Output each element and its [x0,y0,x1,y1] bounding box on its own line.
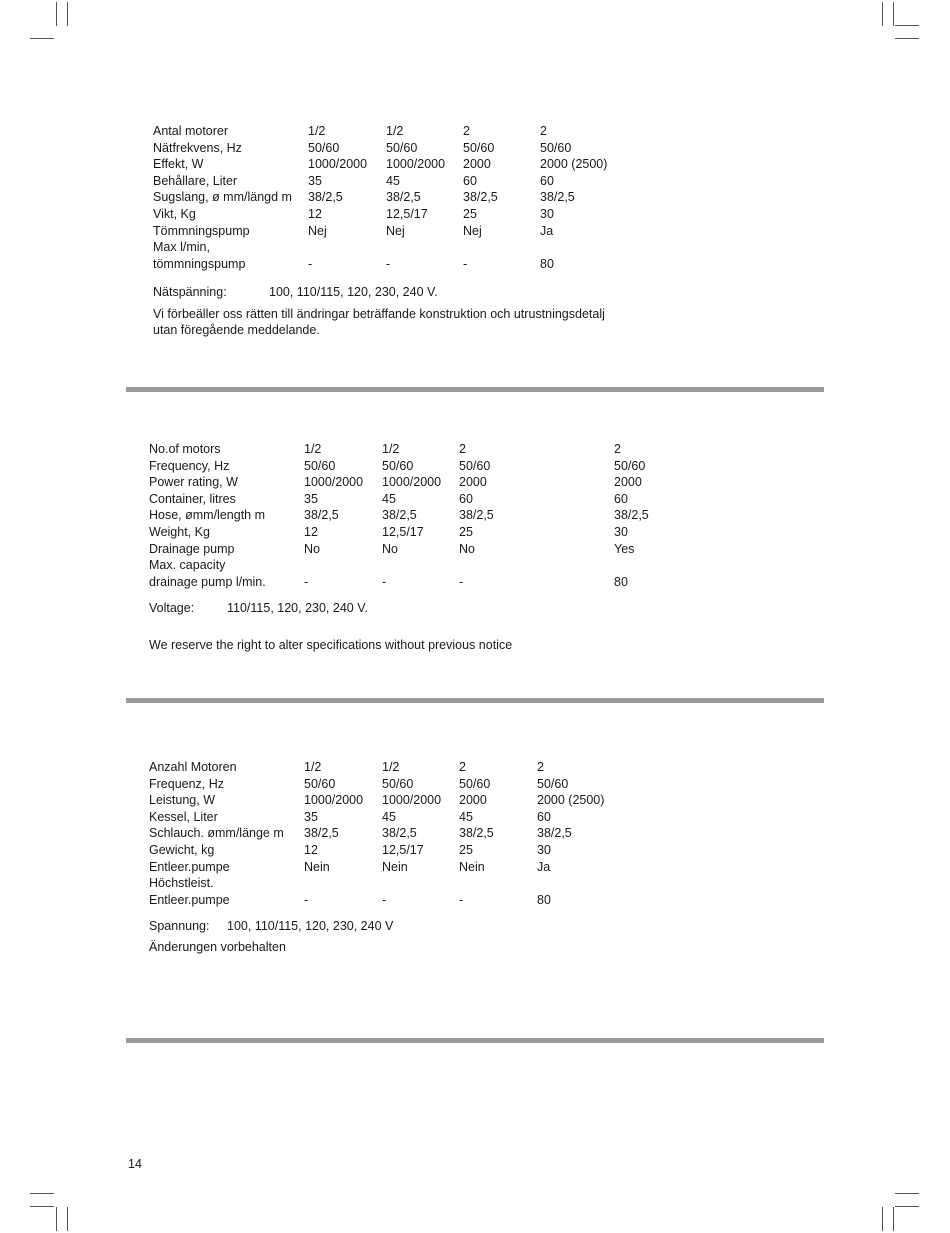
row-value: 30 [540,206,554,221]
table-row [153,190,673,207]
swedish-note-line2: utan föregående meddelande. [153,323,320,337]
table-row [153,224,673,241]
row-value: - [459,892,464,907]
row-label: Leistung, W [149,793,216,808]
row-label: Tömmningspump [153,223,250,238]
row-value: No [382,541,398,556]
table-row [149,777,669,794]
row-label: Kessel, Liter [149,809,218,824]
page-number: 14 [128,1157,142,1171]
row-value: - [304,574,309,589]
german-note: Änderungen vorbehalten [149,940,286,954]
row-label: Anzahl Motoren [149,760,237,774]
row-value: No [304,541,320,556]
swedish-voltage-label: Nätspänning: [153,285,227,299]
row-value: 60 [537,809,551,824]
row-value: 12 [304,842,318,857]
table-row [153,124,673,141]
table-row [149,492,709,509]
row-value: 50/60 [537,776,569,791]
row-value: 2 [537,760,544,774]
row-value: 35 [304,491,318,506]
row-value: 1000/2000 [382,475,442,490]
row-value: 1/2 [386,124,404,138]
english-note: We reserve the right to alter specifications without previous notice [149,638,513,652]
row-value: No [459,541,475,556]
row-value: 50/60 [459,776,491,791]
row-value: 45 [382,809,396,824]
row-value: 2 [463,124,470,138]
table-row [149,442,709,459]
table-row [149,508,709,525]
crop-mark [893,1207,894,1231]
row-value: 25 [459,524,473,539]
row-label: Gewicht, kg [149,842,215,857]
row-label: Frequency, Hz [149,458,230,473]
row-label: Power rating, W [149,475,238,490]
row-value: 50/60 [382,776,414,791]
row-value: - [308,256,313,271]
table-row [149,843,669,860]
row-label: Frequenz, Hz [149,776,225,791]
row-value: 12,5/17 [386,206,428,221]
row-value: 25 [459,842,473,857]
row-value: 12 [304,524,318,539]
row-value: 38/2,5 [308,190,343,205]
crop-mark [895,1193,919,1194]
row-value: 60 [463,173,477,188]
row-value: 45 [386,173,400,188]
row-label: drainage pump l/min. [149,574,266,589]
row-value: 38/2,5 [304,508,339,523]
row-label: Vikt, Kg [153,206,196,221]
table-row [149,575,709,592]
table-row [153,174,673,191]
row-value: Nej [386,223,405,238]
row-label: Antal motorer [153,124,229,138]
table-row [149,793,669,810]
row-value: 25 [463,206,477,221]
table-row [149,860,669,877]
row-value: 38/2,5 [304,826,339,841]
table-row [153,207,673,224]
row-value: 50/60 [304,776,336,791]
row-value: 38/2,5 [540,190,575,205]
crop-mark [895,1206,919,1207]
swedish-note-line1: Vi förbeäller oss rätten till ändringar beträffande konstruktion och utrustningsdetalj [153,307,605,321]
section-divider [126,387,824,392]
row-value: Nein [382,859,408,874]
english-voltage-label: Voltage: [149,601,195,615]
row-value: 38/2,5 [537,826,572,841]
row-label: Weight, Kg [149,524,210,539]
table-row [149,525,709,542]
table-row [149,760,669,777]
row-value: 2 [459,760,466,774]
row-value: - [382,892,387,907]
row-value: 12,5/17 [382,842,424,857]
row-label: Max l/min, [153,240,210,255]
row-value: 45 [382,491,396,506]
row-value: 1000/2000 [386,157,446,172]
row-label: Entleer.pumpe [149,859,230,874]
row-value: 50/60 [540,140,572,155]
table-row [149,810,669,827]
section-divider [126,698,824,703]
row-value: 38/2,5 [459,508,494,523]
row-value: - [304,892,309,907]
row-value: 60 [614,491,628,506]
crop-mark [895,25,919,26]
row-value: 2000 (2500) [540,157,608,172]
table-row [149,459,709,476]
row-value: 50/60 [463,140,495,155]
crop-mark [56,2,57,26]
crop-mark [882,1207,883,1231]
section-divider [126,1038,824,1043]
row-label: Effekt, W [153,157,204,172]
table-row [149,876,669,893]
row-label: Behållare, Liter [153,173,238,188]
row-value: 1/2 [382,760,400,774]
row-value: 50/60 [304,458,336,473]
row-label: Sugslang, ø mm/längd m [153,190,292,205]
row-value: 1/2 [382,442,400,456]
row-value: 50/60 [459,458,491,473]
row-value: 50/60 [308,140,340,155]
crop-mark [56,1207,57,1231]
row-value: 2000 [459,793,487,808]
row-value: 38/2,5 [463,190,498,205]
row-value: Nein [459,859,485,874]
german-voltage-value: 100, 110/115, 120, 230, 240 V [227,919,394,933]
row-value: 1/2 [304,442,322,456]
row-value: 50/60 [614,458,646,473]
table-row [149,826,669,843]
row-value: 80 [614,574,628,589]
row-value: 12,5/17 [382,524,424,539]
row-value: 2000 [614,475,642,490]
row-value: - [386,256,391,271]
row-value: 1000/2000 [308,157,368,172]
row-value: 60 [459,491,473,506]
row-value: 12 [308,206,322,221]
row-value: 50/60 [382,458,414,473]
row-label: Höchstleist. [149,876,214,891]
row-label: Entleer.pumpe [149,892,230,907]
table-row [153,240,673,257]
english-spec-table [149,442,709,591]
row-label: Drainage pump [149,541,235,556]
row-value: 80 [537,892,551,907]
row-value: 1000/2000 [382,793,442,808]
crop-mark [30,1193,54,1194]
row-label: Max. capacity [149,558,226,573]
swedish-spec-table [153,124,673,273]
row-value: 2 [459,442,466,456]
table-row [153,257,673,274]
crop-mark [893,2,894,26]
row-value: 38/2,5 [614,508,649,523]
row-value: 1000/2000 [304,475,364,490]
table-row [149,542,709,559]
row-value: Yes [614,541,635,556]
row-value: 60 [540,173,554,188]
row-value: 45 [459,809,473,824]
row-value: - [459,574,464,589]
row-value: 1/2 [304,760,322,774]
crop-mark [895,38,919,39]
crop-mark [30,1206,54,1207]
row-value: 2000 [459,475,487,490]
table-row [153,141,673,158]
crop-mark [30,38,54,39]
table-row [153,157,673,174]
row-value: 38/2,5 [382,508,417,523]
row-label: No.of motors [149,442,221,456]
row-value: 1000/2000 [304,793,364,808]
row-value: 35 [304,809,318,824]
german-spec-table [149,760,669,909]
row-value: 38/2,5 [386,190,421,205]
row-value: 30 [537,842,551,857]
row-value: 38/2,5 [382,826,417,841]
row-label: Container, litres [149,491,236,506]
row-value: 35 [308,173,322,188]
swedish-voltage-value: 100, 110/115, 120, 230, 240 V. [269,285,438,299]
row-value: 38/2,5 [459,826,494,841]
german-voltage-label: Spannung: [149,919,210,933]
row-value: 2 [614,442,621,456]
row-label: Nätfrekvens, Hz [153,140,242,155]
english-voltage-value: 110/115, 120, 230, 240 V. [227,601,368,615]
row-label: Schlauch. ømm/länge m [149,826,284,841]
crop-mark [67,1207,68,1231]
row-value: 2 [540,124,547,138]
row-value: Nej [463,223,482,238]
row-value: 2000 (2500) [537,793,605,808]
row-value: 50/60 [386,140,418,155]
row-value: Nej [308,223,327,238]
row-value: Ja [540,223,554,238]
row-value: Ja [537,859,551,874]
crop-mark [882,2,883,26]
row-value: - [382,574,387,589]
crop-mark [67,2,68,26]
row-value: Nein [304,859,330,874]
row-value: - [463,256,468,271]
row-label: tömmningspump [153,256,246,271]
row-label: Hose, ømm/length m [149,508,266,523]
row-value: 80 [540,256,554,271]
row-value: 30 [614,524,628,539]
table-row [149,475,709,492]
row-value: 2000 [463,157,491,172]
row-value: 1/2 [308,124,326,138]
table-row [149,893,669,910]
table-row [149,558,709,575]
